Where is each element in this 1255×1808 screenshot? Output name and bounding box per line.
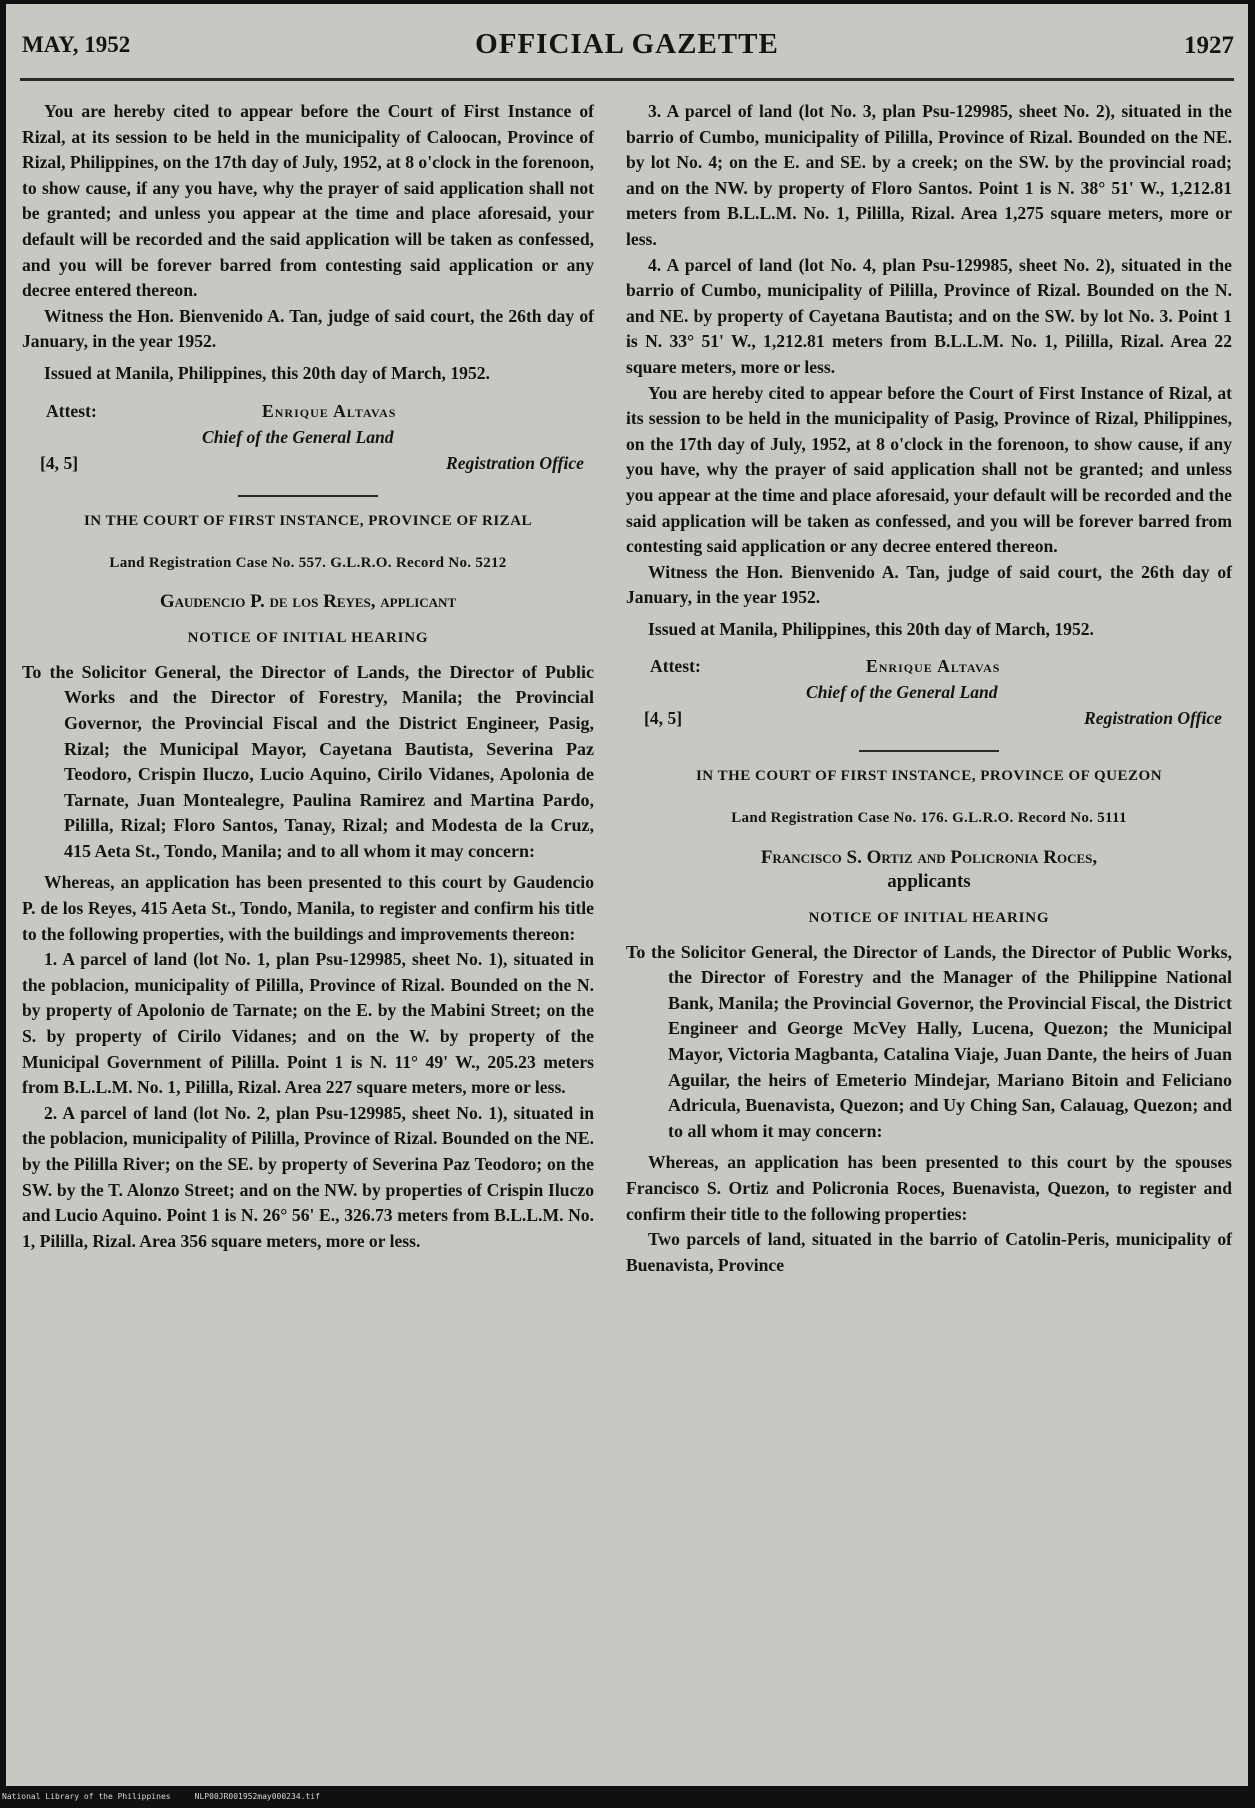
attest-label: Attest: <box>46 400 97 421</box>
gazette-page <box>6 4 1248 1786</box>
witness-paragraph: Witness the Hon. Bienvenido A. Tan, judge of said court, the 26th day of January, in the year 1952. <box>626 561 1232 608</box>
notice-title: NOTICE OF INITIAL HEARING <box>187 630 429 647</box>
right-column <box>626 99 1232 1278</box>
continued-citation: You are hereby cited to appear before the Court of First Instance of Rizal, at its session to be held in the municipality of Caloocan, Province of Rizal, Philippines, on the 17th day of July, 1952, at 8 o'clock in the forenoon, to show cause, if any you have, why the prayer of said application shall not be granted; and unless you appear at the time and place aforesaid, your default will be recorded and the said application will be taken as confessed, and you will be forever barred from contesting said application or any decree entered thereon. <box>22 101 595 301</box>
signer-title-line1: Chief of the General Land <box>806 682 998 703</box>
section-divider <box>238 495 378 497</box>
issue-date: MAY, 1952 <box>22 32 131 57</box>
issue-reference: [4, 5] <box>644 708 683 729</box>
attest-block <box>626 654 1232 680</box>
citation-paragraph: You are hereby cited to appear before the Court of First Instance of Rizal, at its session to be held in the municipality of Pasig, Province of Rizal, Philippines, on the 17th day of July, 1952, at 8 o'clock in the forenoon, to show cause, if any you have, why the prayer of said application shall not be granted; and unless you appear at the time and place aforesaid, your default will be recorded and the said application will be taken as confessed, and you will be forever barred from contesting said application or any decree entered thereon. <box>626 382 1232 557</box>
signer-name: Enrique Altavas <box>262 400 397 421</box>
file-label: NLP00JR001952may000234.tif <box>194 1792 320 1801</box>
signer-title-line2: Registration Office <box>1084 708 1222 729</box>
scan-footer <box>2 1792 320 1801</box>
two-parcels-paragraph: Two parcels of land, situated in the barrio of Catolin-Peris, municipality of Buenavista, Province <box>626 1229 1232 1275</box>
case-line: Land Registration Case No. 557. G.L.R.O. Record No. 5212 <box>109 554 507 571</box>
publication-title: OFFICIAL GAZETTE <box>475 28 779 60</box>
attest-label: Attest: <box>650 656 701 677</box>
signer-title-line1: Chief of the General Land <box>202 426 394 447</box>
signer-name: Enrique Altavas <box>866 656 1001 677</box>
notice-title: NOTICE OF INITIAL HEARING <box>808 910 1050 927</box>
page-number: 1927 <box>1184 32 1234 59</box>
issued-paragraph: Issued at Manila, Philippines, this 20th day of March, 1952. <box>648 618 1094 639</box>
attest-block <box>22 399 594 425</box>
whereas-paragraph: Whereas, an application has been presented to this court by Gaudencio P. de los Reyes, 415 Aeta St., Tondo, Manila, to register and confirm his title to the following properties, with the buildings and improvements thereon: <box>22 872 594 944</box>
applicant-line: Francisco S. Ortiz and Policronia Roces, applicants <box>760 847 1098 893</box>
recipients-paragraph: To the Solicitor General, the Director of Lands, the Director of Public Works, the Director of Forestry and the Manager of the Philippine National Bank, Manila; the Provincial Governor, the Provincial Fiscal, the District Engineer and George McVey Hally, Lucena, Quezon; the Municipal Mayor, Victoria Magbanta, Catalina Viaje, Juan Dante, the heirs of Juan Aguilar, the heirs of Emeterio Mindejar, Mariano Bitoin and Feliciano Adricula, Buenavista, Quezon; and Uy Ching San, Calauag, Quezon; and to all whom it may concern: <box>626 941 1232 1141</box>
court-heading: IN THE COURT OF FIRST INSTANCE, PROVINCE OF RIZAL <box>83 512 533 529</box>
case-line: Land Registration Case No. 176. G.L.R.O. Record No. 5111 <box>731 810 1127 827</box>
parcel-3: 3. A parcel of land (lot No. 3, plan Psu-129985, sheet No. 2), situated in the barrio of Cumbo, municipality of Pililla, Province of Rizal. Bounded on the NE. by lot No. 4; on the E. and SE. by a creek; on the SW. by the provincial road; and on the NW. by property of Floro Santos. Point 1 is N. 38° 51' W., 1,212.81 meters from B.L.L.M. No. 1, Pililla, Rizal. Area 1,275 square meters, more or less. <box>626 101 1232 249</box>
parcel-4: 4. A parcel of land (lot No. 4, plan Psu-129985, sheet No. 2), situated in the barrio of Cumbo, municipality of Pililla, Province of Rizal. Bounded on the N. and NE. by property of Cayetana Bautista; and on the SW. by lot No. 3. Point 1 is N. 33° 51' W., 1,212.81 meters from B.L.L.M. No. 1, Pililla, Rizal. Area 22 square meters, more or less. <box>626 254 1232 377</box>
left-column <box>22 99 594 1254</box>
court-heading: IN THE COURT OF FIRST INSTANCE, PROVINCE OF QUEZON <box>695 768 1163 785</box>
parcel-2: 2. A parcel of land (lot No. 2, plan Psu-129985, sheet No. 1), situated in the poblacion, municipality of Pililla, Province of Rizal. Bounded on the NE. by the Pililla River; on the SE. by property of Severina Paz Teodoro; on the SW. by the T. Alonzo Street; and on the NW. by properties of Crispin Iluczo and Lucio Aquino. Point 1 is N. 26° 56' E., 326.73 meters from B.L.L.M. No. 1, Pililla, Rizal. Area 356 square meters, more or less. <box>22 1102 594 1251</box>
recipients-paragraph: To the Solicitor General, the Director of Lands, the Director of Public Works and the Director of Forestry, Manila; the Provincial Governor, the Provincial Fiscal and the District Engineer, Pasig, Rizal; the Municipal Mayor, Cayetana Bautista, Severina Paz Teodoro, Crispin Iluczo, Lucio Aquino, Cirilo Vidanes, Apolonia de Tarnate, Juan Montealegre, Paulina Ramirez and Martina Pardo, Pililla, Rizal; Floro Santos, Tanay, Rizal; and Modesta de la Cruz, 415 Aeta St., Tondo, Manila; and to all whom it may concern: <box>22 661 594 861</box>
issue-reference: [4, 5] <box>40 452 79 473</box>
section-divider <box>859 750 999 752</box>
whereas-paragraph: Whereas, an application has been presented to this court by the spouses Francisco S. Ortiz and Policronia Roces, Buenavista, Quezon, to register and confirm their title to the following properties: <box>626 1152 1232 1224</box>
header-rule <box>20 78 1234 81</box>
witness-paragraph: Witness the Hon. Bienvenido A. Tan, judge of said court, the 26th day of January, in the year 1952. <box>22 305 594 352</box>
signer-title-line2: Registration Office <box>446 452 584 473</box>
page-header <box>16 24 1238 64</box>
applicant-line: Gaudencio P. de los Reyes, applicant <box>159 591 457 613</box>
library-label: National Library of the Philippines <box>2 1792 171 1801</box>
issued-paragraph: Issued at Manila, Philippines, this 20th day of March, 1952. <box>44 362 490 383</box>
parcel-1: 1. A parcel of land (lot No. 1, plan Psu-129985, sheet No. 1), situated in the poblacion, municipality of Pililla, Province of Rizal. Bounded on the N. by property of Apolonio de Tarnate; on the E. by the Mabini Street; on the S. by property of Cirilo Vidanes; and on the W. by property of the Municipal Government of Pililla. Point 1 is N. 11° 49' W., 205.23 meters from B.L.L.M. No. 1, Pililla, Rizal. Area 227 square meters, more or less. <box>22 949 594 1098</box>
